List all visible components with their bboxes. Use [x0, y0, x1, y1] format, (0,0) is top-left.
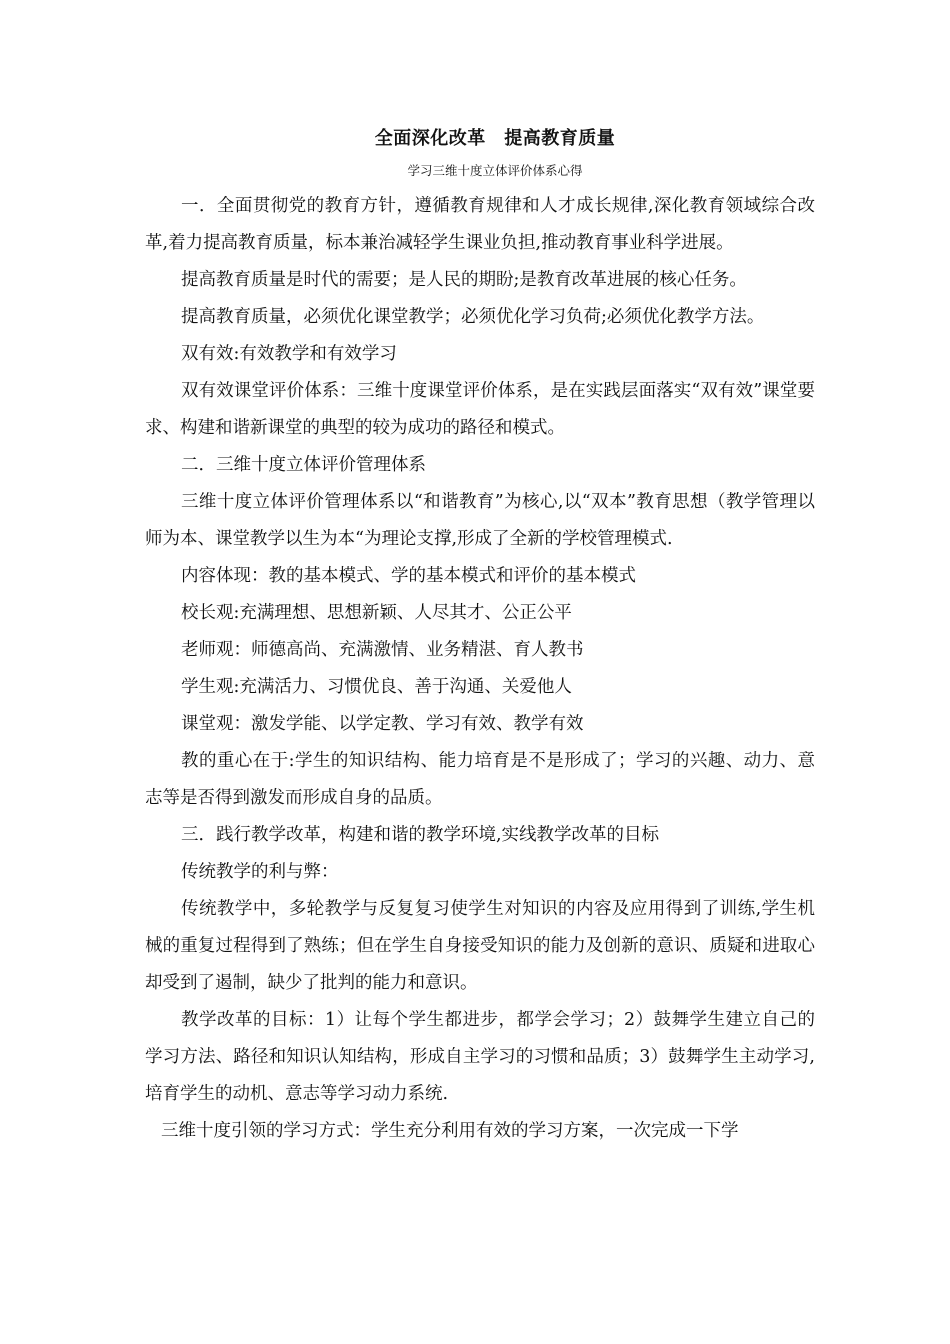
document-subtitle: 学习三维十度立体评价体系心得 [407, 163, 583, 178]
paragraph: 内容体现：教的基本模式、学的基本模式和评价的基本模式 [181, 566, 636, 586]
document-title: 全面深化改革 提高教育质量 [374, 128, 616, 149]
document-body [145, 188, 815, 1150]
paragraph: 老师观：师德高尚、充满激情、业务精湛、育人教书 [181, 640, 584, 660]
paragraph: 教的重心在于:学生的知识结构、能力培育是不是形成了；学习的兴趣、动力、意志等是否得到激发而形成自身的品质。 [145, 751, 815, 808]
section-heading-two: 二．三维十度立体评价管理体系 [181, 455, 426, 475]
paragraph: 传统教学中，多轮教学与反复复习使学生对知识的内容及应用得到了训练,学生机械的重复过程得到了熟练；但在学生自身接受知识的能力及创新的意识、质疑和进取心却受到了遏制，缺少了批判的能力和意识。 [145, 899, 815, 993]
paragraph: 教学改革的目标：1）让每个学生都进步，都学会学习；2）鼓舞学生建立自己的学习方法、路径和知识认知结构，形成自主学习的习惯和品质；3）鼓舞学生主动学习,培育学生的动机、意志等学习动力系统. [145, 1010, 815, 1104]
paragraph: 双有效:有效教学和有效学习 [181, 344, 397, 364]
paragraph: 传统教学的利与弊： [181, 862, 339, 882]
paragraph: 双有效课堂评价体系：三维十度课堂评价体系，是在实践层面落实“双有效”课堂要求、构建和谐新课堂的典型的较为成功的路径和模式。 [145, 381, 815, 438]
paragraph: 课堂观：激发学能、以学定教、学习有效、教学有效 [181, 714, 584, 734]
paragraph: 提高教育质量是时代的需要；是人民的期盼;是教育改革进展的核心任务。 [181, 270, 747, 290]
paragraph: 学生观:充满活力、习惯优良、善于沟通、关爱他人 [181, 677, 572, 697]
section-heading-three: 三．践行教学改革，构建和谐的教学环境,实线教学改革的目标 [181, 825, 660, 845]
paragraph-section-one: 一．全面贯彻党的教育方针，遵循教育规律和人才成长规律,深化教育领域综合改革,着力提高教育质量，标本兼治减轻学生课业负担,推动教育事业科学进展。 [145, 196, 815, 253]
paragraph: 校长观:充满理想、思想新颖、人尽其才、公正公平 [181, 603, 572, 623]
paragraph: 提高教育质量，必须优化课堂教学；必须优化学习负荷;必须优化教学方法。 [181, 307, 765, 327]
paragraph-last: 三维十度引领的学习方式：学生充分利用有效的学习方案，一次完成一下学 [161, 1121, 739, 1141]
paragraph: 三维十度立体评价管理体系以“和谐教育”为核心,以“双本”教育思想（教学管理以师为本、课堂教学以生为本“为理论支撑,形成了全新的学校管理模式. [145, 492, 815, 549]
